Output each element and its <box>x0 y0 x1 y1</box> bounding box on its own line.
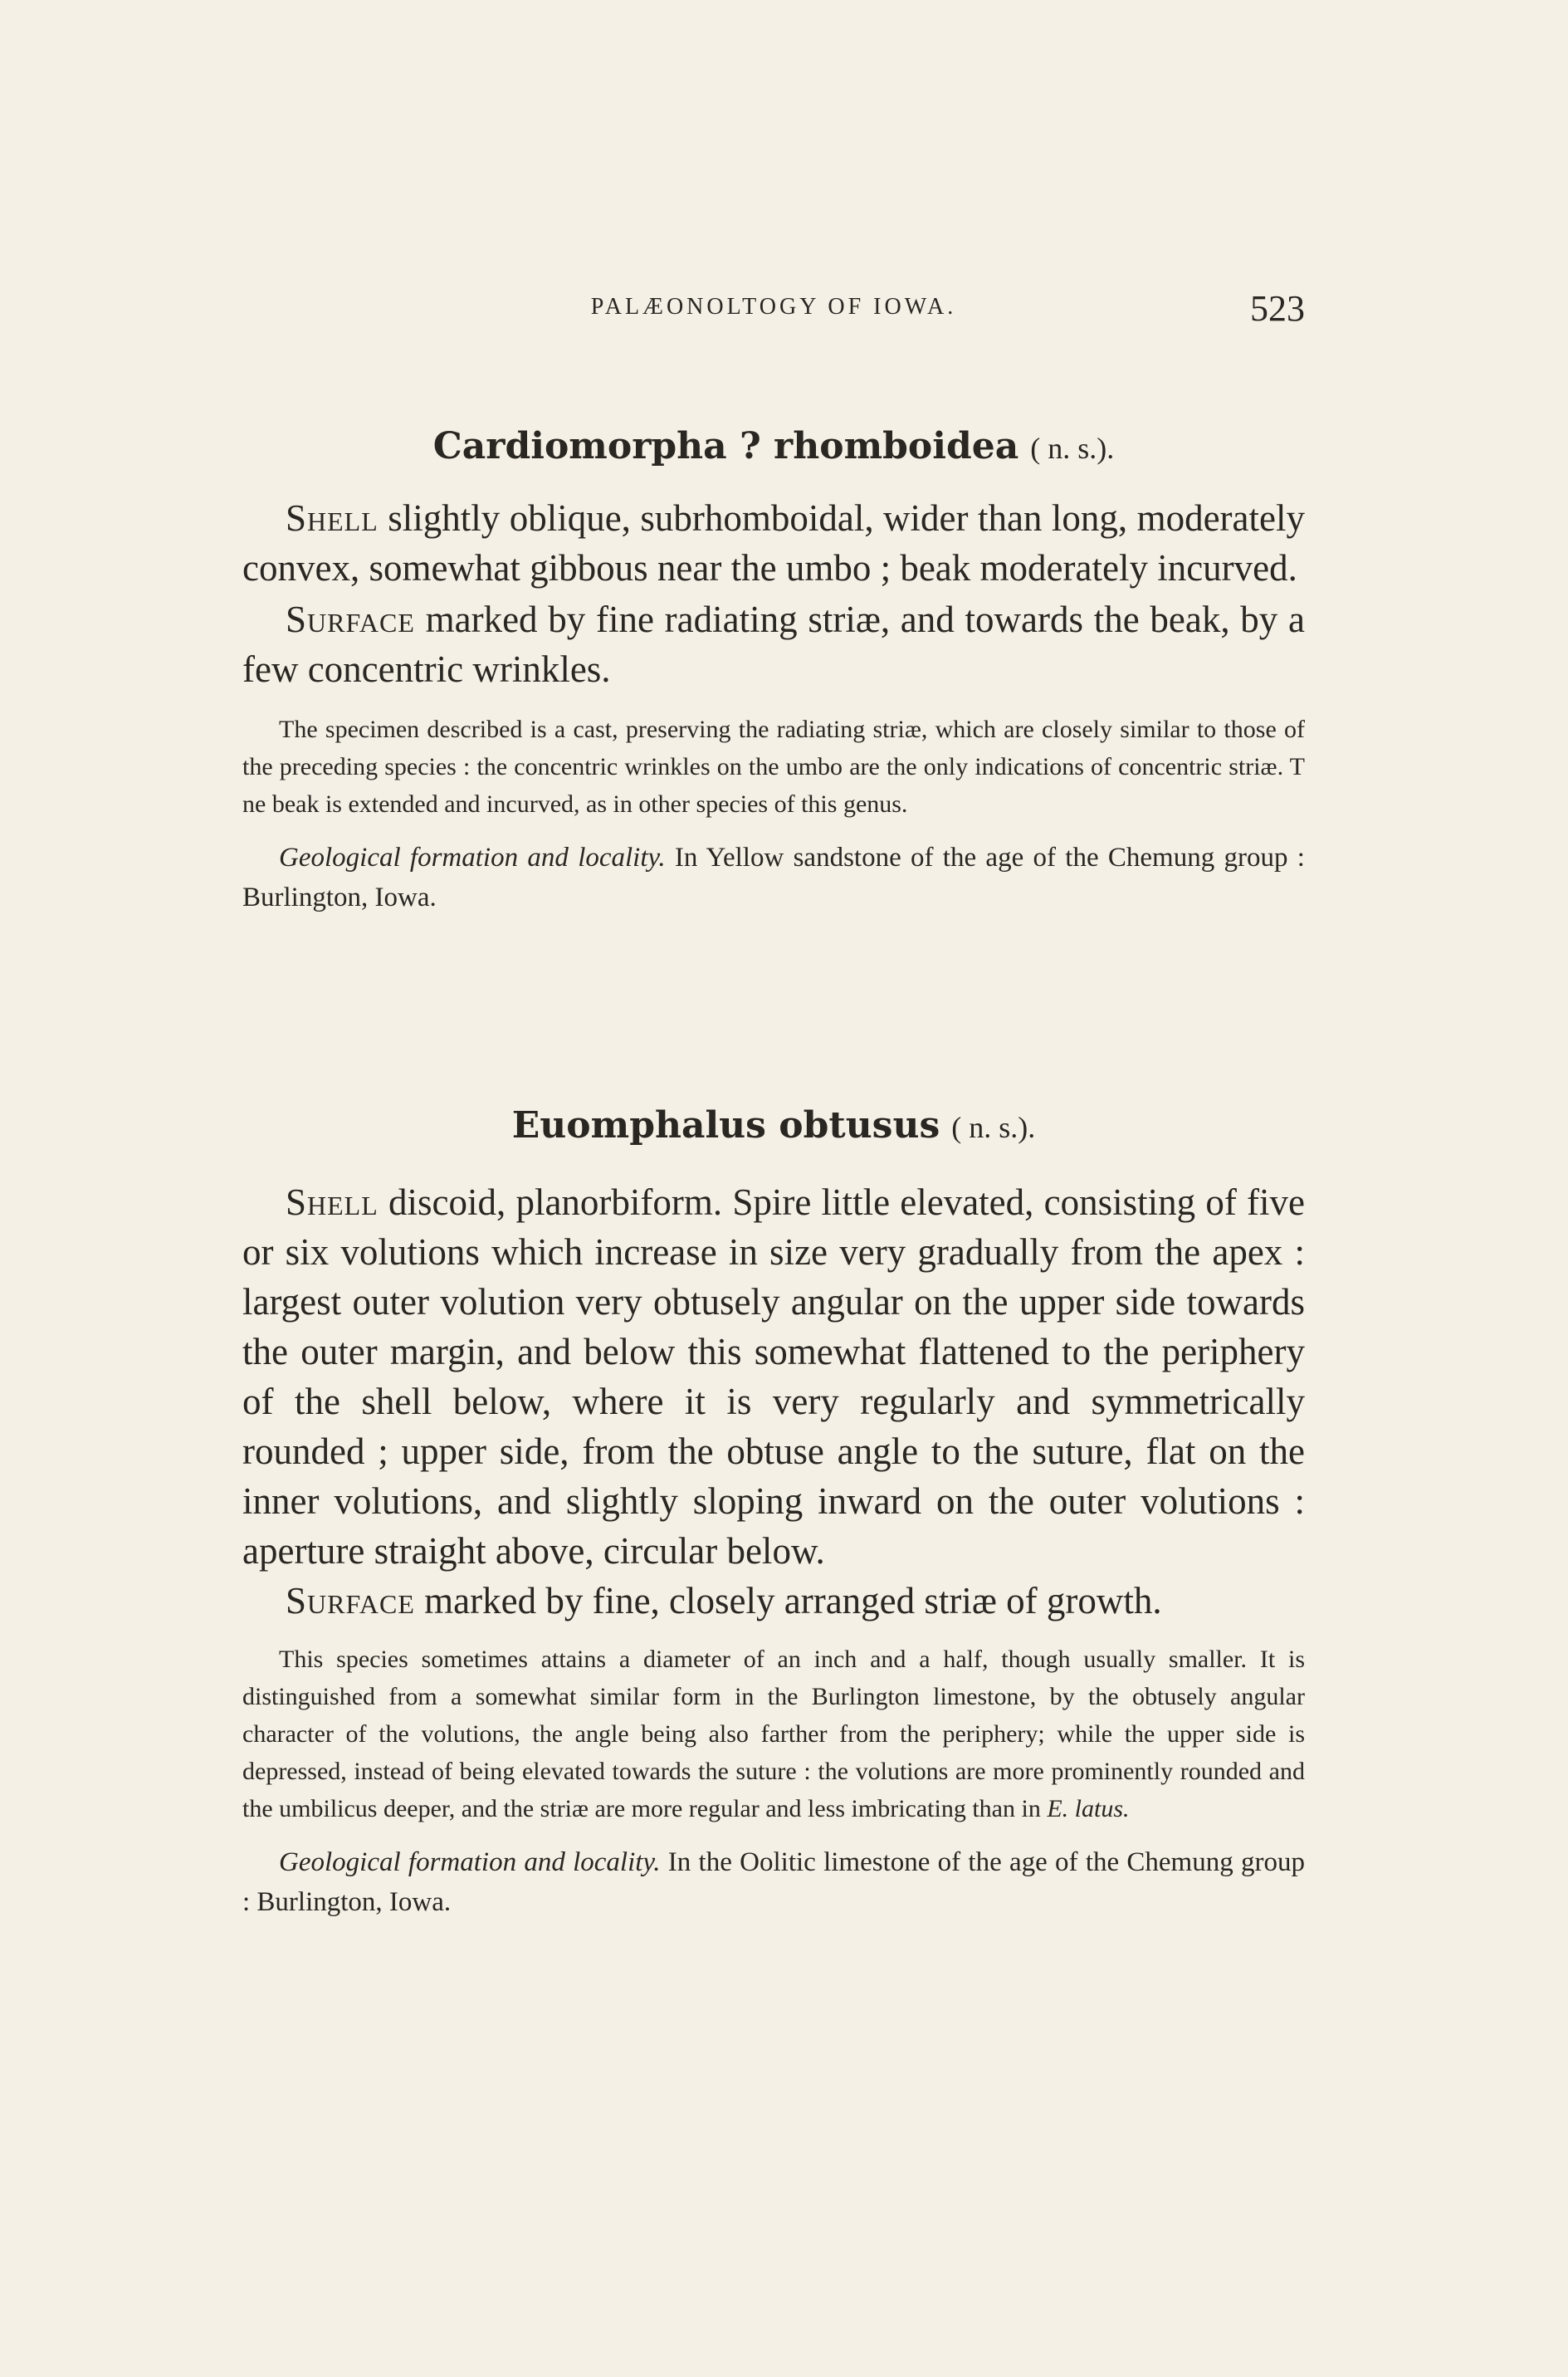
note-text: This species sometimes attains a diameter of an inch and a half, though usually smaller. It is distinguished from a somewhat similar form in the Burlington limestone, by the obtusely angular character of the volutions, the angle being also farther from the periphery; while the upper side is depressed, instead of being elevated towards the suture : the volutions are more prominently rounded and the umbilicus deeper, and the striæ are more regular and less imbricating than in <box>242 1646 1305 1822</box>
species-section-euomphalus <box>242 1101 1305 1922</box>
species-status: ( n. s.). <box>951 1111 1036 1144</box>
surface-label: Surface <box>286 1580 415 1621</box>
species-heading <box>242 1101 1305 1152</box>
geo-label: Geological formation and locality. <box>279 1847 661 1877</box>
page-number: 523 <box>1250 288 1305 329</box>
shell-text: discoid, planorbiform. Spire little elevated, consisting of five or six volutions which increase in size very gradually from the apex : largest outer volution very obtusely angular on the upper side towards the outer margin, and below this somewhat flattened to the periphery of the shell below, where it is very regularly and symmetrically rounded ; upper side, from the obtuse angle to the suture, flat on the inner volutions, and slightly sloping inward on the outer volutions : aperture straight above, circular below. <box>242 1181 1305 1572</box>
geological-formation <box>242 1842 1305 1922</box>
shell-label: Shell <box>286 497 379 539</box>
surface-label: Surface <box>286 599 415 640</box>
running-title: PALÆONOLTOGY OF IOWA. <box>590 294 957 320</box>
surface-text: marked by fine, closely arranged striæ of growth. <box>414 1580 1162 1621</box>
geo-text: In the Oolitic limestone of the age of the Chemung group : Burlington, Iowa. <box>242 1847 1305 1917</box>
page-header <box>242 287 1305 329</box>
surface-text: marked by fine radiating striæ, and towards the beak, by a few concentric wrinkles. <box>242 599 1305 690</box>
surface-description <box>242 594 1305 694</box>
specimen-note <box>242 1641 1305 1827</box>
species-name: Cardiomorpha ? rhomboidea <box>432 425 1019 467</box>
surface-description <box>242 1576 1305 1626</box>
specimen-note: The specimen described is a cast, preserving the radiating striæ, which are closely similar to those of the preceding species : the concentric wrinkles on the umbo are the only indications of concentric striæ. T ne beak is extended and incurved, as in other species of this genus. <box>242 716 1305 818</box>
species-section-cardiomorpha <box>242 422 1305 917</box>
species-status: ( n. s.). <box>1030 432 1115 465</box>
geological-formation <box>242 838 1305 917</box>
geo-text: In Yellow sandstone of the age of the Chemung group : Burlington, Iowa. <box>242 843 1305 912</box>
species-name: Euomphalus obtusus <box>511 1104 940 1147</box>
shell-text: slightly oblique, subrhomboidal, wider than long, moderately convex, somewhat gibbous near the umbo ; beak moderately incurved. <box>242 497 1305 589</box>
geo-label: Geological formation and locality. <box>279 843 666 873</box>
shell-label: Shell <box>286 1181 379 1223</box>
species-heading <box>242 422 1305 473</box>
shell-description <box>242 493 1305 593</box>
note-species-ref: E. latus. <box>1047 1795 1130 1822</box>
shell-description <box>242 1177 1305 1576</box>
